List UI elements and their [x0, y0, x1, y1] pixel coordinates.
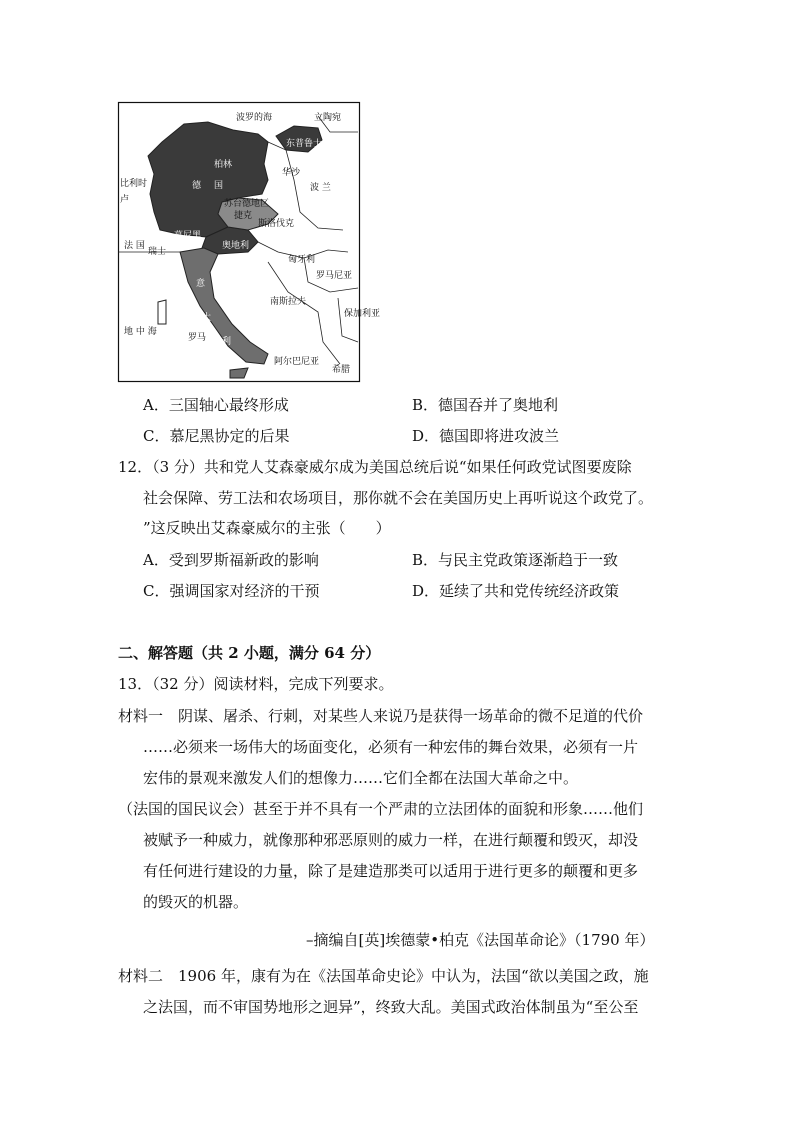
label-germany-1: 德 [192, 181, 202, 191]
label-poland: 波 兰 [310, 183, 331, 193]
label-italy-1: 意 [196, 279, 206, 289]
q12-option-a: A．受到罗斯福新政的影响 [143, 551, 319, 569]
q11-option-a: A．三国轴心最终形成 [143, 396, 289, 414]
q12-stem-line-1: 12．（3 分）共和党人艾森豪威尔成为美国总统后说“如果任何政党试图要废除 [118, 458, 632, 476]
q12-option-d: D．延续了共和党传统经济政策 [412, 582, 620, 600]
material-1-line-3: 宏伟的景观来激发人们的想像力……它们全都在法国大革命之中。 [143, 769, 579, 787]
label-sudeten: 苏台德地区 [224, 199, 270, 209]
q11-option-b: B．德国吞并了奥地利 [412, 396, 559, 414]
material-1-source: –摘编自[英]埃德蒙•柏克《法国革命论》（1790 年） [306, 931, 655, 949]
label-germany-2: 国 [214, 181, 224, 191]
label-med: 地 中 海 [124, 327, 157, 337]
label-belgium: 比利时 [120, 179, 148, 189]
label-austria: 奥地利 [222, 241, 250, 251]
section-title: 二、解答题（共 2 小题，满分 64 分） [118, 644, 381, 662]
label-slovakia: 斯洛伐克 [258, 219, 295, 229]
label-rome: 罗马 [188, 333, 207, 343]
label-albania: 阿尔巴尼亚 [274, 357, 320, 367]
label-italy-3: 利 [222, 337, 232, 347]
label-berlin: 柏林 [214, 160, 233, 170]
label-bulgaria: 保加利亚 [344, 309, 381, 319]
material-1-line-5: 被赋予一种威力，就像那种邪恶原则的威力一样，在进行颠覆和毁灭，却没 [143, 831, 639, 849]
q12-stem-line-2: 社会保障、劳工法和农场项目，那你就不会在美国历史上再听说这个政党了。 [143, 489, 654, 507]
label-munich: 慕尼黑 [174, 231, 202, 241]
label-italy-2: 大 [202, 313, 212, 323]
label-romania: 罗马尼亚 [316, 271, 353, 281]
label-lithuania: 立陶宛 [314, 113, 342, 123]
label-east-prussia: 东普鲁士 [286, 139, 323, 149]
label-lux: 卢 [120, 195, 130, 205]
material-1-line-2: ……必须来一场伟大的场面变化，必须有一种宏伟的舞台效果，必须有一片 [143, 738, 639, 756]
europe-map-figure [118, 102, 381, 382]
label-yugoslavia: 南斯拉夫 [270, 297, 307, 307]
material-1-line-1: 材料一 阴谋、屠杀、行刺，对某些人来说乃是获得一场革命的微不足道的代价 [118, 707, 644, 725]
q11-option-d: D．德国即将进攻波兰 [412, 427, 560, 445]
q12-stem-line-3: ”这反映出艾森豪威尔的主张（ ） [143, 519, 391, 537]
material-1-line-7: 的毁灭的机器。 [143, 893, 249, 911]
q11-option-c: C．慕尼黑协定的后果 [143, 427, 290, 445]
label-france: 法 国 [124, 241, 145, 251]
europe-map [118, 102, 381, 382]
material-1-line-6: 有任何进行建设的力量，除了是建造那类可以适用于进行更多的颠覆和更多 [143, 862, 639, 880]
q12-option-b: B．与民主党政策逐渐趋于一致 [412, 551, 619, 569]
label-hungary: 匈牙利 [288, 255, 316, 265]
label-warsaw: 华沙 [282, 168, 301, 178]
label-czech: 捷克 [234, 211, 253, 221]
material-2-line-2: 之法国，而不审国势地形之迥异”，终致大乱。美国式政治体制虽为“至公至 [143, 998, 639, 1016]
material-1-line-4: （法国的国民议会）甚至于并不具有一个严肃的立法团体的面貌和形象……他们 [118, 800, 644, 818]
label-baltic: 波罗的海 [236, 113, 273, 123]
q13-stem: 13．（32 分）阅读材料，完成下列要求。 [118, 675, 394, 693]
material-2-line-1: 材料二 1906 年，康有为在《法国革命史论》中认为，法国“欲以美国之政，施 [118, 967, 649, 985]
label-greece: 希腊 [332, 365, 351, 375]
q12-option-c: C．强调国家对经济的干预 [143, 582, 320, 600]
label-swiss: 瑞士 [148, 247, 167, 257]
